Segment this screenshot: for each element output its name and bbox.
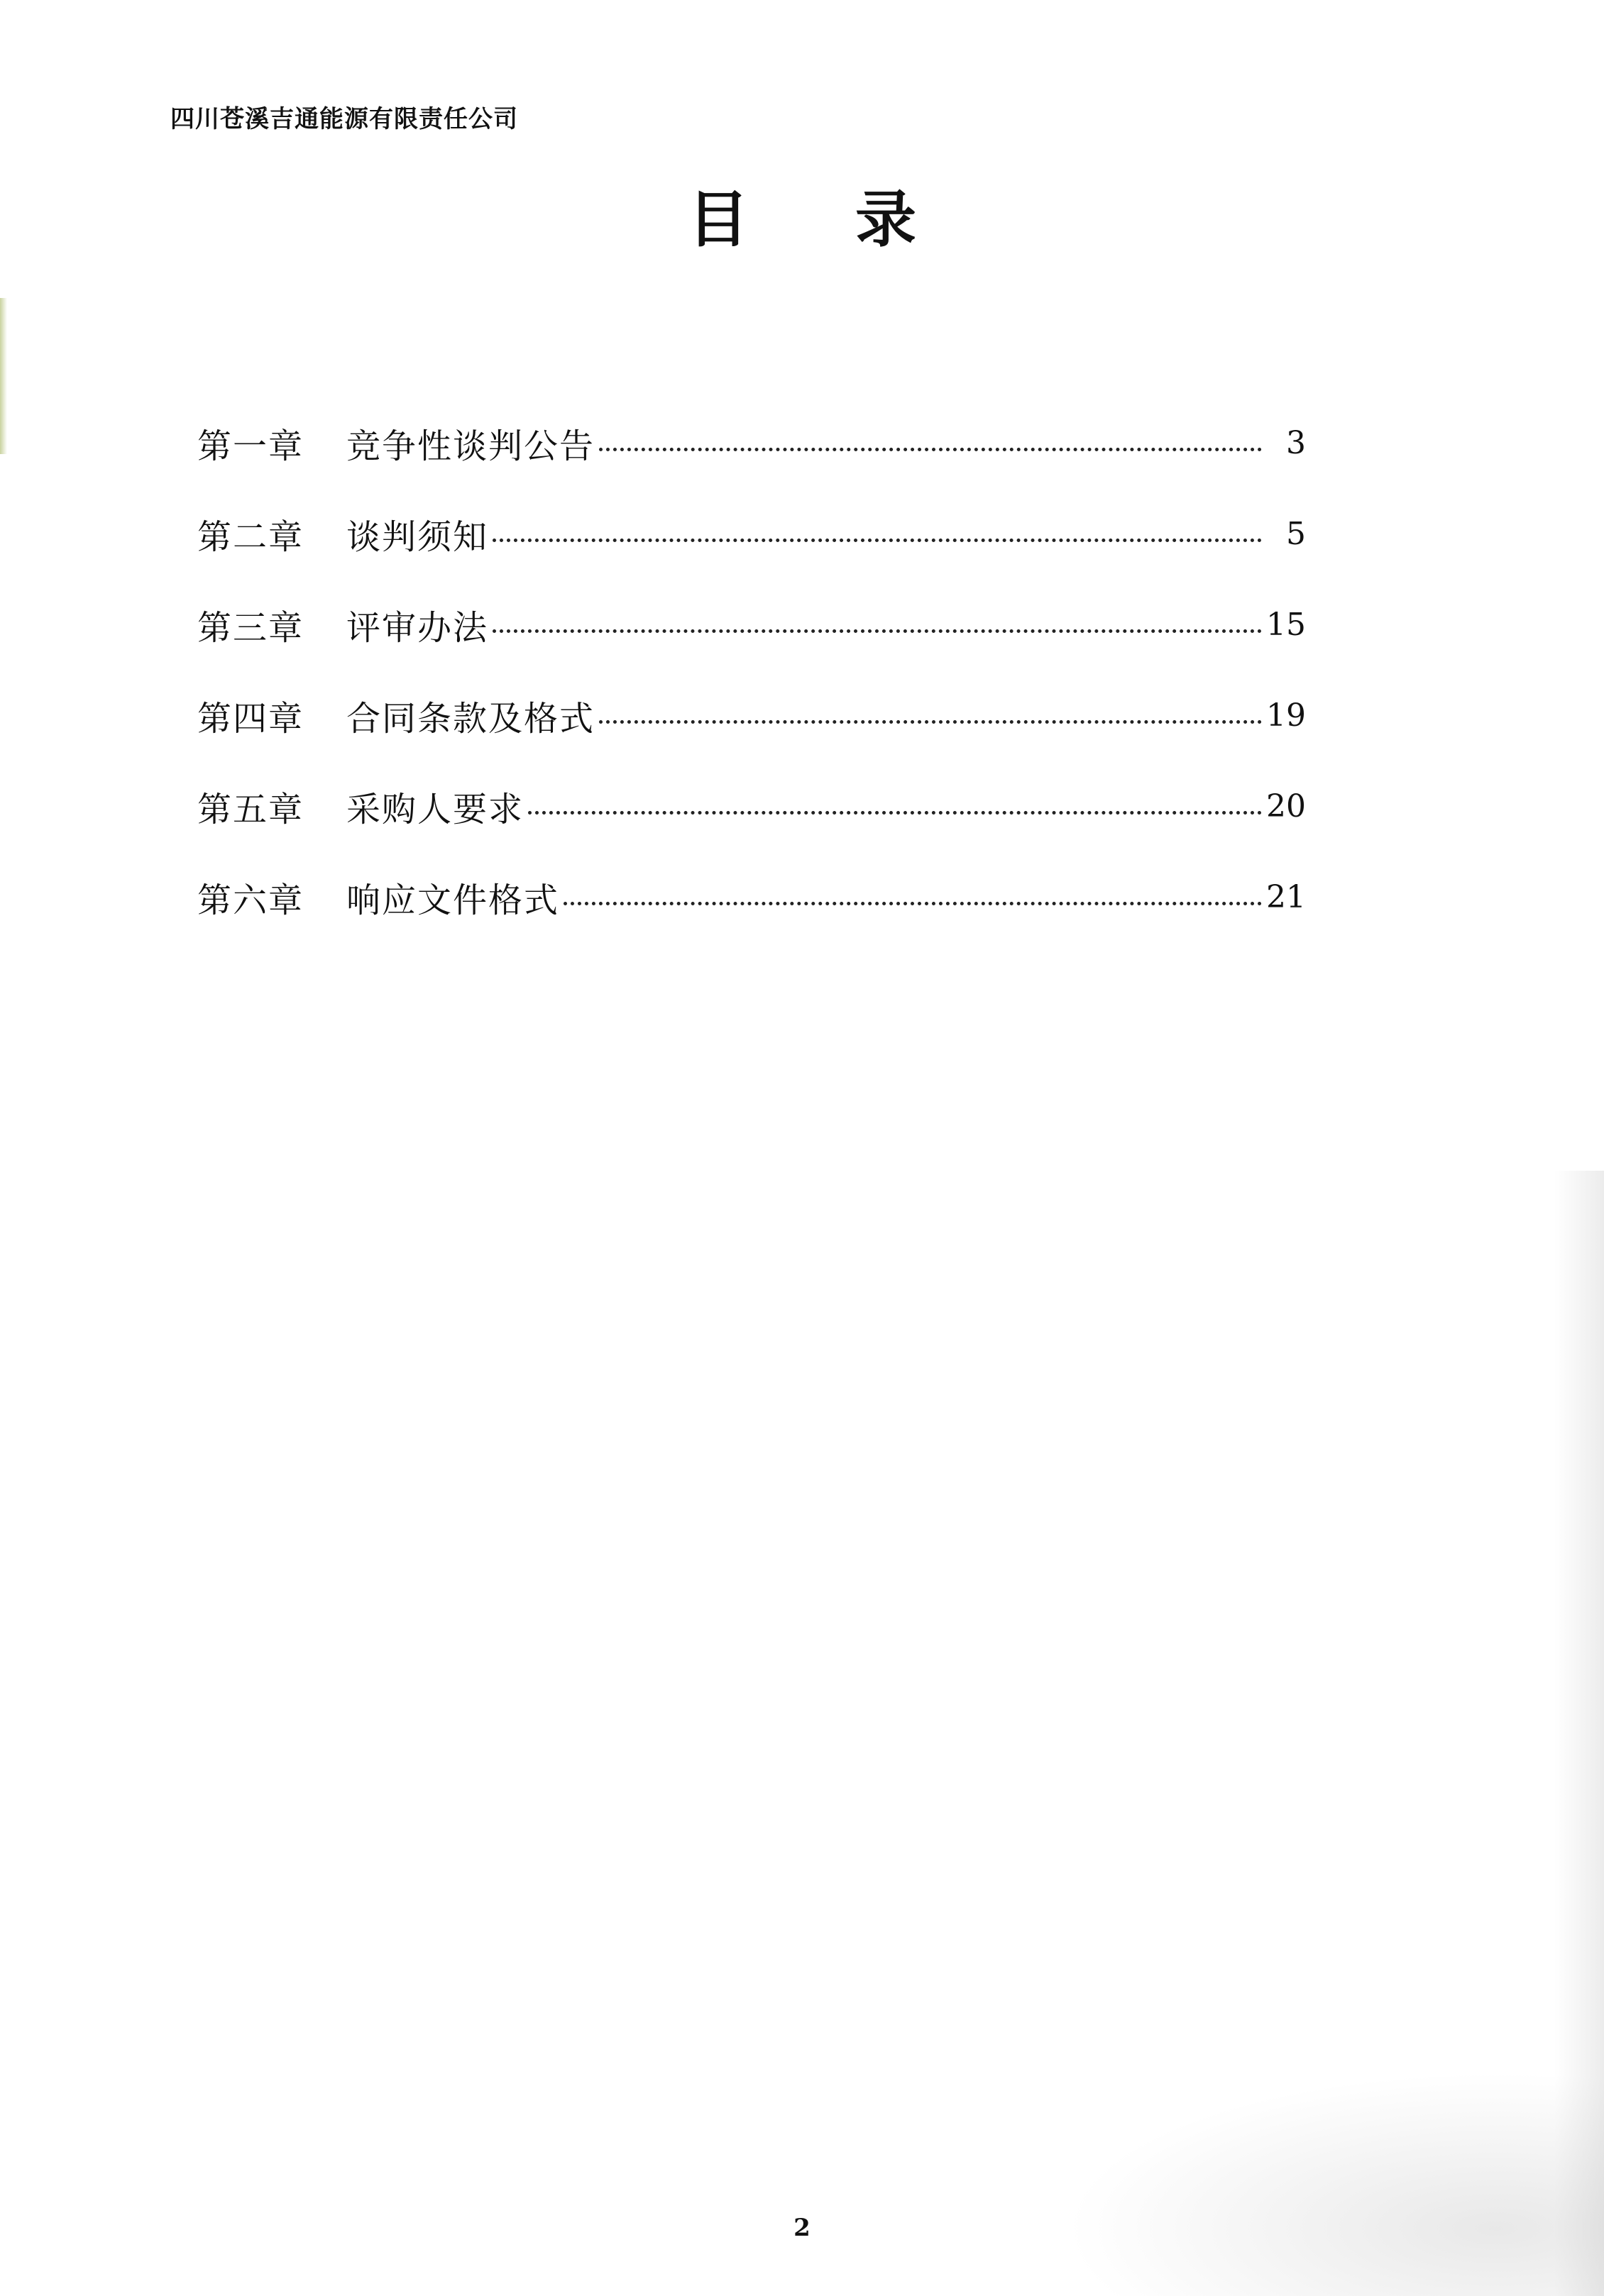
toc-chapter-label: 第六章 [197,880,304,920]
toc-chapter-label: 第三章 [197,607,304,648]
toc-page-number: 15 [1266,606,1306,643]
toc-entry-chapter-5[interactable] [197,761,1306,851]
toc-page-number: 21 [1266,878,1306,915]
page-number: 2 [793,2214,811,2242]
toc-entry-chapter-1[interactable] [197,397,1306,488]
toc-entry-title: 合同条款及格式 [346,698,595,739]
toc-page-number: 5 [1286,515,1306,552]
toc-entry-chapter-2[interactable] [197,488,1306,579]
toc-entry-title: 评审办法 [346,607,489,648]
toc-page-number: 3 [1286,424,1306,461]
toc-dot-leader [493,629,1262,633]
toc-chapter-label: 第一章 [197,426,304,466]
toc-dot-leader [528,811,1262,815]
toc-chapter-label: 第二章 [197,517,304,557]
toc-dot-leader [599,720,1262,724]
page-title: 目录 [688,184,1023,255]
toc-entry-chapter-6[interactable] [197,851,1306,942]
toc-entry-title: 响应文件格式 [346,880,560,920]
toc-entry-title: 采购人要求 [346,789,524,829]
page-corner-shadow [1065,2072,1604,2296]
toc-dot-leader [599,448,1262,451]
toc-chapter-label: 第四章 [197,698,304,739]
toc-entry-title: 竞争性谈判公告 [346,426,595,466]
toc-page-number: 20 [1266,788,1306,824]
toc-entry-chapter-3[interactable] [197,579,1306,670]
toc-dot-leader [564,902,1262,905]
company-header: 四川苍溪吉通能源有限责任公司 [170,105,518,133]
page-edge-shadow-left [0,298,7,454]
toc-entry-title: 谈判须知 [346,517,489,557]
toc-page-number: 19 [1266,697,1306,734]
table-of-contents [197,397,1306,942]
toc-dot-leader [493,539,1262,542]
toc-chapter-label: 第五章 [197,789,304,829]
toc-entry-chapter-4[interactable] [197,670,1306,761]
